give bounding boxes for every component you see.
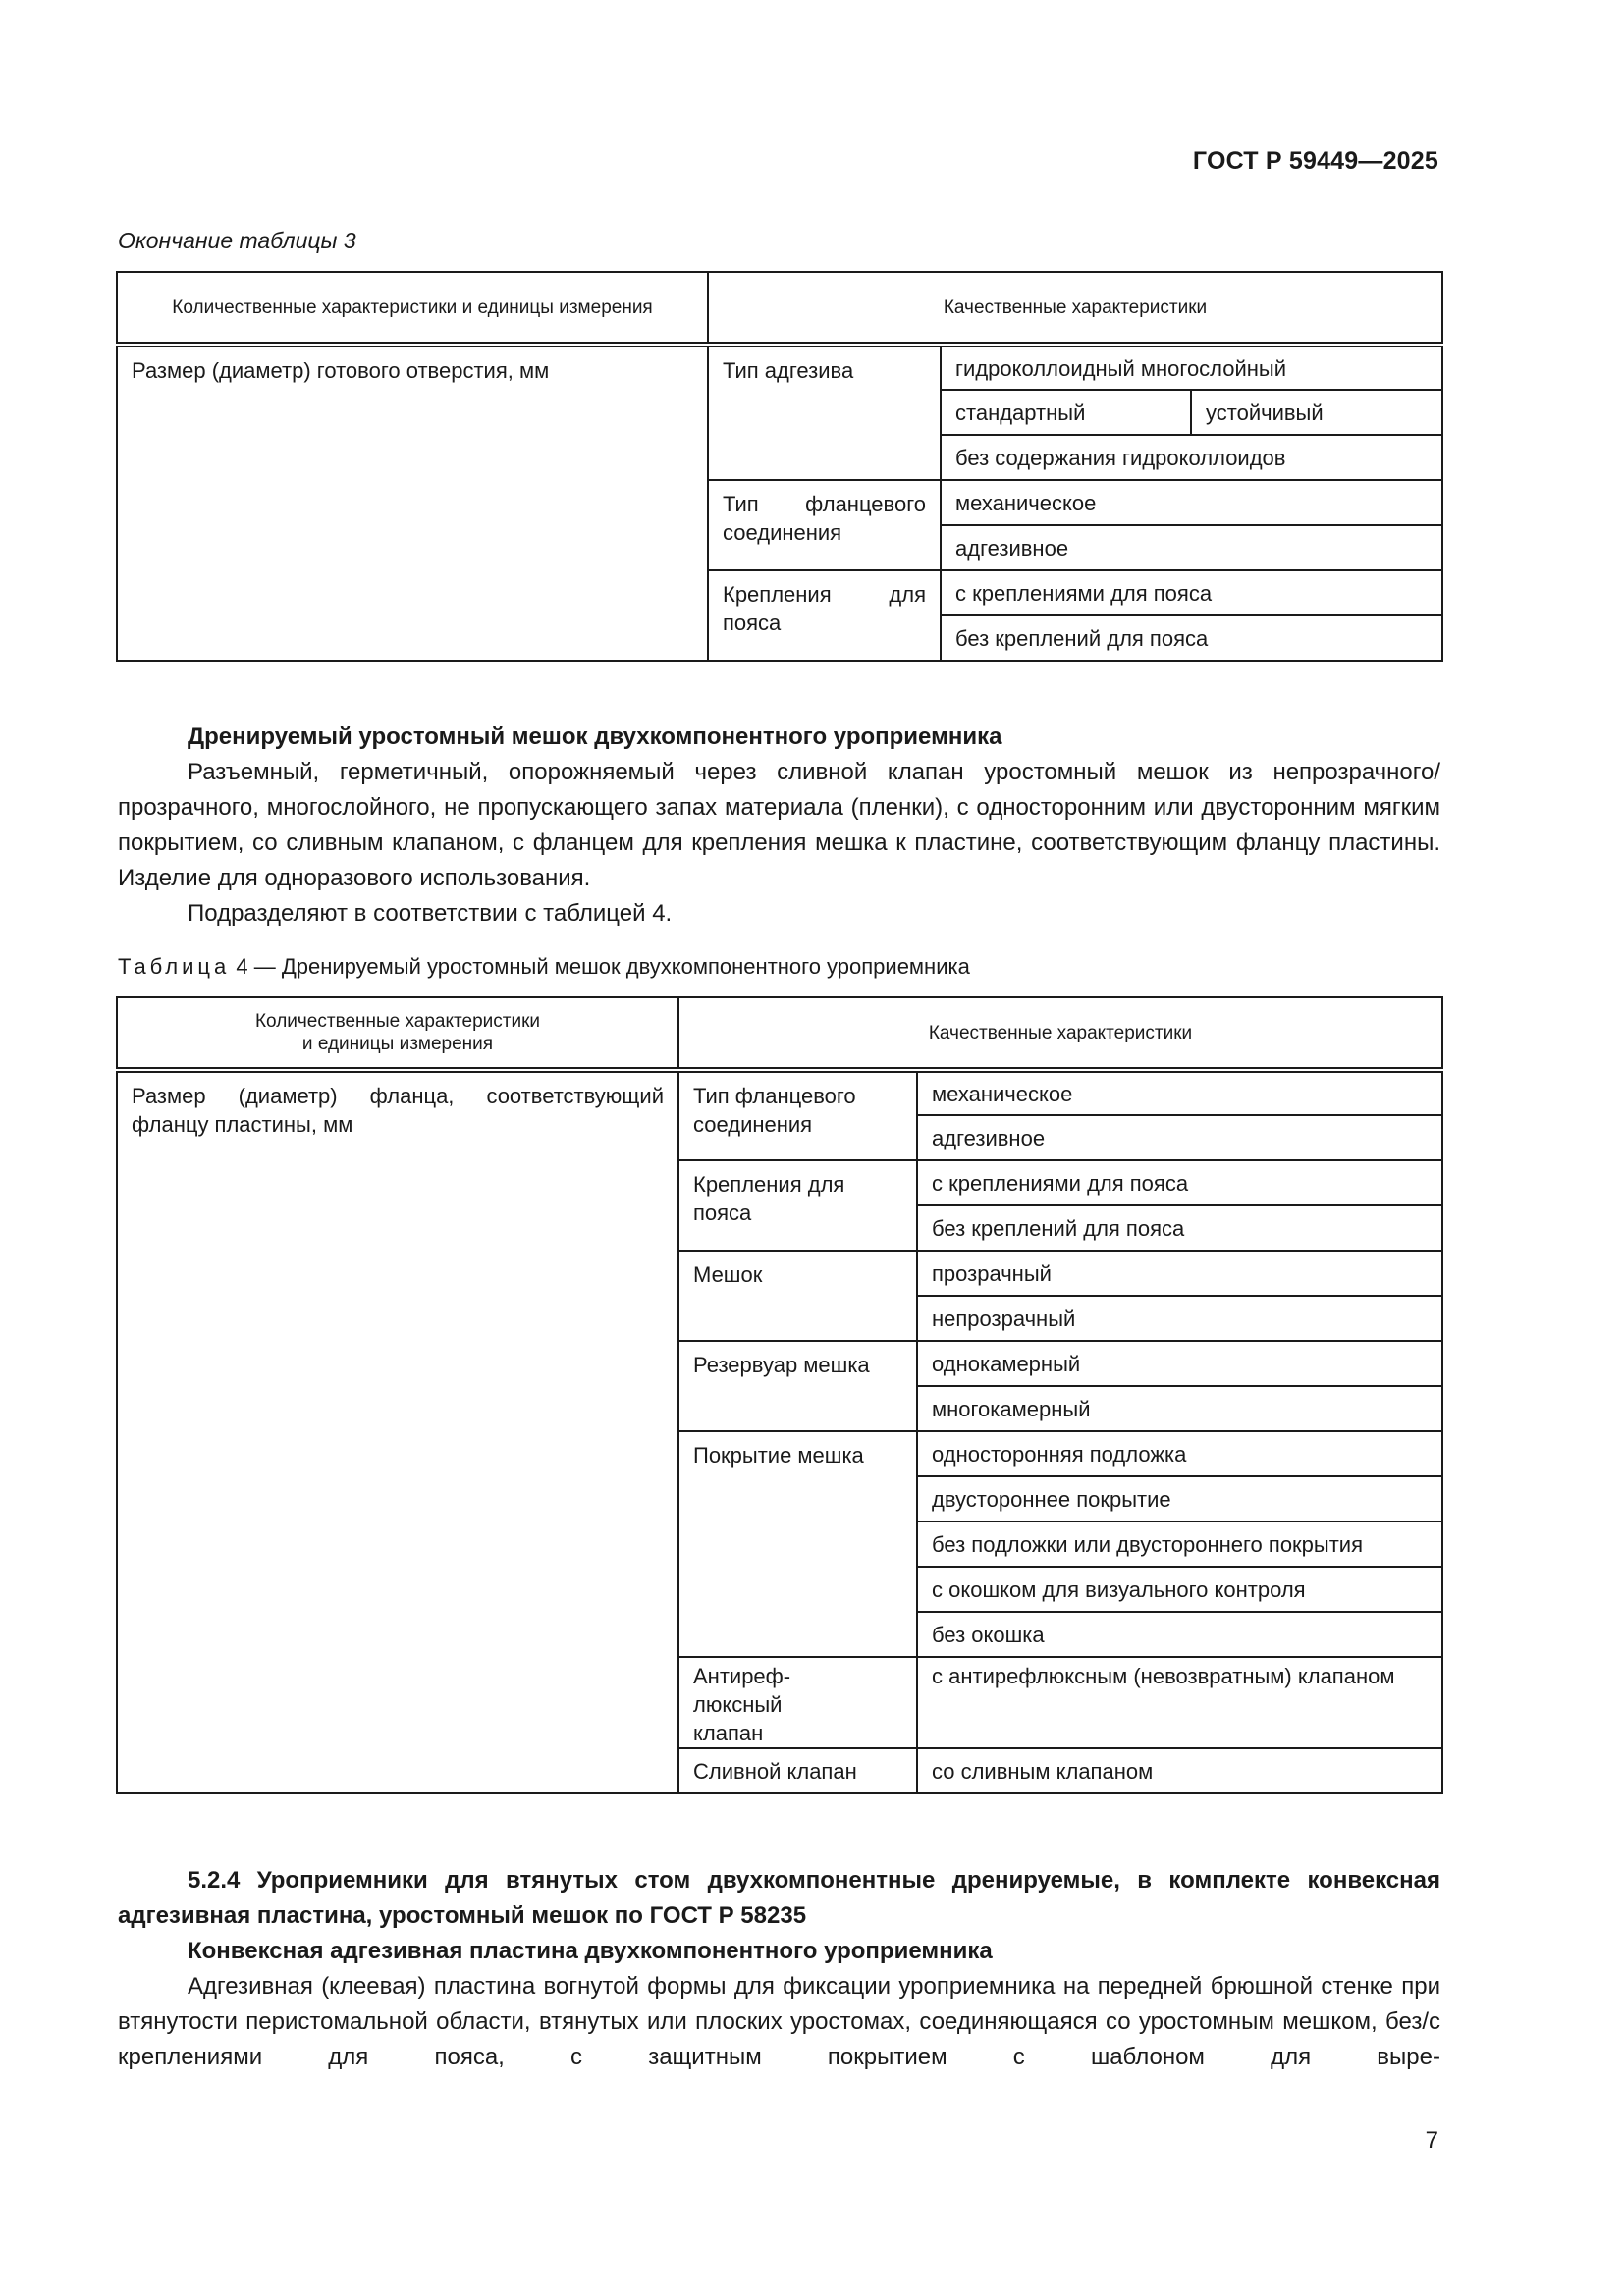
table4-caption-prefix: Таблица xyxy=(118,954,231,979)
section-paragraph: Разъемный, герметичный, опорожняемый через сливной клапан уростомный мешок из непрозрачного/прозрачного, многослойного, не пропускающего запах материала (пленки), с односторонним или двусторонним мягким покрытием, со сливным клапаном, с фланцем для крепления мешка к пластине, соответствующим фланцу пластины. Изделие для одноразового использования. xyxy=(118,759,1440,891)
value-cell: со сливным клапаном xyxy=(917,1748,1442,1793)
value-cell: без креплений для пояса xyxy=(917,1205,1442,1251)
value-cell: односторонняя подложка xyxy=(917,1431,1442,1476)
group-name: Крепления для пояса xyxy=(708,570,941,661)
table-header-row xyxy=(117,272,1442,345)
table-3 xyxy=(116,271,1443,662)
header-quantitative xyxy=(117,997,678,1070)
table3-continuation-label: Окончание таблицы 3 xyxy=(118,228,356,253)
document-code: ГОСТ Р 59449—2025 xyxy=(1192,147,1438,175)
group-name: Антиреф-люксный клапан xyxy=(678,1657,917,1748)
header-quantitative: Количественные характеристики и единицы измерения xyxy=(117,272,708,345)
table-row xyxy=(117,345,1442,390)
value-cell: механическое xyxy=(917,1070,1442,1115)
group-name: Тип фланцевого соединения xyxy=(708,480,941,570)
header-qualitative: Качественные характеристики xyxy=(708,272,1442,345)
value-cell: прозрачный xyxy=(917,1251,1442,1296)
group-name: Мешок xyxy=(678,1251,917,1341)
group-name: Покрытие мешка xyxy=(678,1431,917,1657)
table4-caption-title: 4 — Дренируемый уростомный мешок двухкомпонентного уроприемника xyxy=(236,954,970,979)
value-cell: однокамерный xyxy=(917,1341,1442,1386)
table-reference: Подразделяют в соответствии с таблицей 4. xyxy=(188,900,673,927)
value-cell: механическое xyxy=(941,480,1442,525)
value-cell: с окошком для визуального контроля xyxy=(917,1567,1442,1612)
value-cell: без креплений для пояса xyxy=(941,615,1442,661)
group-name: Резервуар мешка xyxy=(678,1341,917,1431)
group-name: Тип фланцевого соединения xyxy=(678,1070,917,1160)
group-name: Крепления для пояса xyxy=(678,1160,917,1251)
quantitative-value: Размер (диаметр) фланца, соответствующий фланцу пластины, мм xyxy=(117,1070,678,1793)
page-number: 7 xyxy=(1425,2127,1438,2154)
table-header-row xyxy=(117,997,1442,1070)
value-cell: адгезивное xyxy=(941,525,1442,570)
value-cell: без окошка xyxy=(917,1612,1442,1657)
value-cell: двустороннее покрытие xyxy=(917,1476,1442,1522)
value-cell: без содержания гидроколлоидов xyxy=(941,435,1442,480)
group-name: Сливной клапан xyxy=(678,1748,917,1793)
value-cell: стандартный xyxy=(941,390,1191,435)
header-quantitative-line2: и единицы измерения xyxy=(301,1034,494,1054)
group-name: Тип адгезива xyxy=(708,345,941,480)
section-524-paragraph: Адгезивная (клеевая) пластина вогнутой формы для фиксации уроприемника на передней брюшной стенке при втянутости перистомальной области, втянутых или плоских уростомах, соединяющаяся со уростомным мешком, без/с креплениями для пояса, с защитным покрытием с шаблоном для выре- xyxy=(118,1973,1440,2070)
value-cell: адгезивное xyxy=(917,1115,1442,1160)
table-4 xyxy=(116,996,1443,1794)
value-cell: с антирефлюксным (невозвратным) клапаном xyxy=(917,1657,1442,1748)
value-cell: непрозрачный xyxy=(917,1296,1442,1341)
value-cell: устойчивый xyxy=(1191,390,1442,435)
table-row xyxy=(117,1070,1442,1115)
value-cell: с креплениями для пояса xyxy=(941,570,1442,615)
value-cell: гидроколлоидный многослойный xyxy=(941,345,1442,390)
section-524-heading: 5.2.4 Уроприемники для втянутых стом двухкомпонентные дренируемые, в комплекте конвексная адгезивная пластина, уростомный мешок по ГОСТ Р 58235 xyxy=(118,1867,1440,1929)
header-qualitative: Качественные характеристики xyxy=(678,997,1442,1070)
value-cell: без подложки или двустороннего покрытия xyxy=(917,1522,1442,1567)
section-524-subheading: Конвексная адгезивная пластина двухкомпонентного уроприемника xyxy=(188,1938,993,1964)
section-heading: Дренируемый уростомный мешок двухкомпонентного уроприемника xyxy=(188,723,1002,750)
value-cell: с креплениями для пояса xyxy=(917,1160,1442,1205)
header-quantitative-line1: Количественные характеристики xyxy=(254,1011,540,1032)
value-cell: многокамерный xyxy=(917,1386,1442,1431)
table4-caption xyxy=(118,954,970,980)
quantitative-value: Размер (диаметр) готового отверстия, мм xyxy=(117,345,708,661)
